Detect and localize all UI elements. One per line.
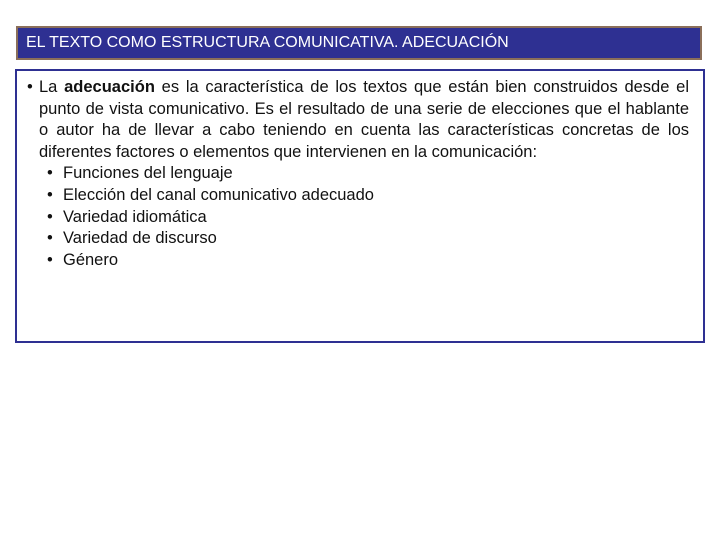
bullet-icon: • [47, 164, 53, 183]
bullet-icon: • [47, 207, 53, 226]
bullet-icon: • [47, 185, 53, 204]
list-item [27, 250, 689, 272]
main-bullet-item [27, 77, 689, 163]
list-item [27, 163, 689, 185]
list-item [27, 185, 689, 207]
list-item-label: Funciones del lenguaje [63, 164, 233, 183]
bullet-icon: • [47, 229, 53, 248]
bullet-icon: • [47, 250, 53, 269]
key-term: adecuación [64, 78, 155, 96]
list-item-label: Variedad idiomática [63, 207, 207, 226]
bullet-icon: • [27, 78, 33, 96]
list-item [27, 228, 689, 250]
paragraph-lead: La [39, 78, 65, 96]
main-paragraph [39, 77, 689, 163]
list-item [27, 207, 689, 229]
list-item-label: Elección del canal comunicativo adecuado [63, 185, 374, 204]
list-item-label: Variedad de discurso [63, 229, 217, 248]
slide-title: EL TEXTO COMO ESTRUCTURA COMUNICATIVA. ADECUACIÓN [16, 26, 702, 60]
list-item-label: Género [63, 250, 119, 269]
content-box [15, 69, 705, 343]
factor-list [27, 163, 689, 271]
paragraph-text: es la característica de los textos que están bien construidos desde el punto de vista comunicativo. Es el resultado de una serie de elecciones que el hablante o autor ha de llevar a cabo teniendo en cuenta las características concretas de los diferentes factores o elementos que intervienen en la comunicación: [39, 78, 690, 161]
